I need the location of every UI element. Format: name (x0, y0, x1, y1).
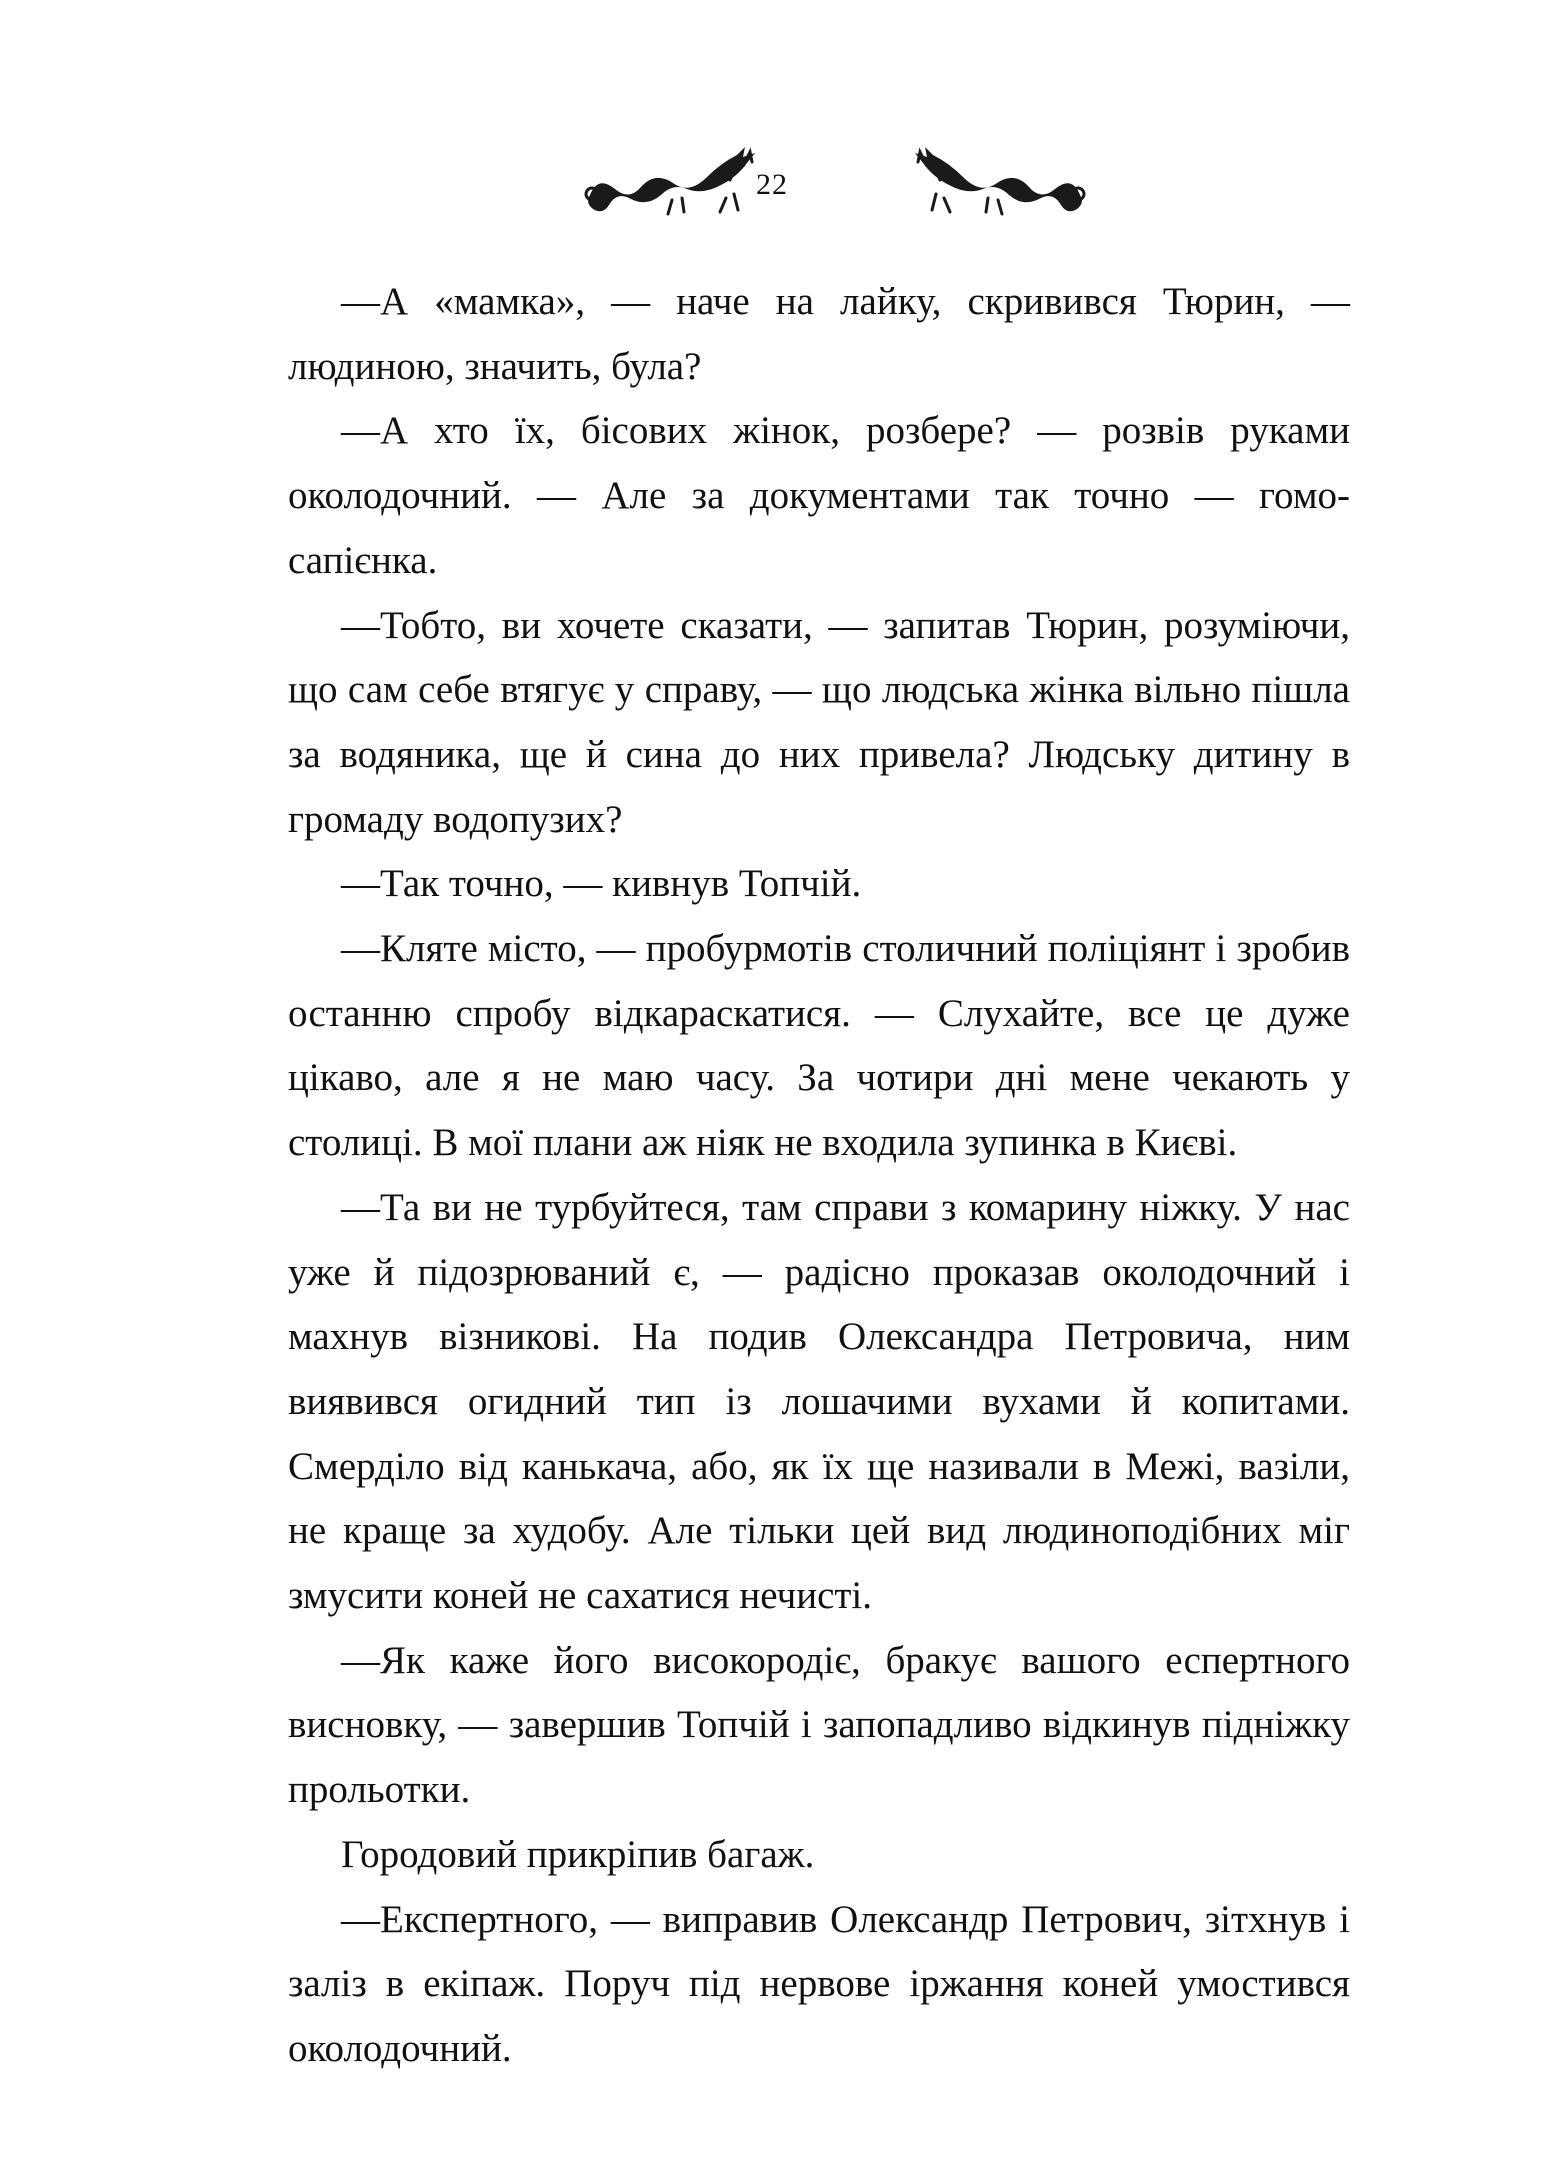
paragraph: —Так точно, — кивнув Топчій. (341, 862, 862, 906)
paragraph: —Та ви не турбуйтеся, там справи з комарину ніжку. У нас уже й підозрюваний є, — радісно проказав околодочний і махнув візникові. На подив Олександра Петровича, ним виявився огидний тип із лошачими вухами й копитами. Смерділо від канькача, або, як їх ще називали в Межі, вазіли, не краще за худобу. Але тільки цей вид людиноподібних міг змусити коней не сахатися нечисті. (288, 1185, 1350, 1618)
paragraph: —Тобто, ви хочете сказати, — запитав Тюрин, розуміючи, що сам себе втягує у справу, — що людська жінка вільно пішла за водяника, ще й сина до них привела? Людську дитину в громаду водопузих? (288, 603, 1350, 841)
page-number: 22 (756, 168, 788, 201)
running-head (0, 130, 1544, 240)
dragon-ornament-icon (905, 140, 1090, 230)
paragraph: —Як каже його високородіє, бракує вашого еспертного висновку, — завершив Топчій і запопадливо відкинув підніжку прольотки. (288, 1638, 1350, 1812)
body-text (288, 270, 1350, 2082)
paragraph: —Експертного, — виправив Олександр Петрович, зітхнув і заліз в екіпаж. Поруч під нервове іржання коней умостився околодочний. (288, 1897, 1350, 2070)
paragraph: —А хто їх, бісових жінок, розбере? — розвів руками околодочний. — Але за документами так точно — гомосапієнка. (288, 409, 1350, 582)
paragraph: Городовий прикріпив багаж. (341, 1832, 815, 1876)
paragraph: —А «мамка», — наче на лайку, скривився Тюрин, — людиною, значить, була? (288, 280, 1350, 388)
paragraph: —Кляте місто, — пробурмотів столичний поліціянт і зробив останню спробу відкараскатися. — Слухайте, все це дуже цікаво, але я не маю часу. За чотири дні мене чекають у столиці. В мої плани аж ніяк не входила зупинка в Києві. (288, 927, 1350, 1165)
